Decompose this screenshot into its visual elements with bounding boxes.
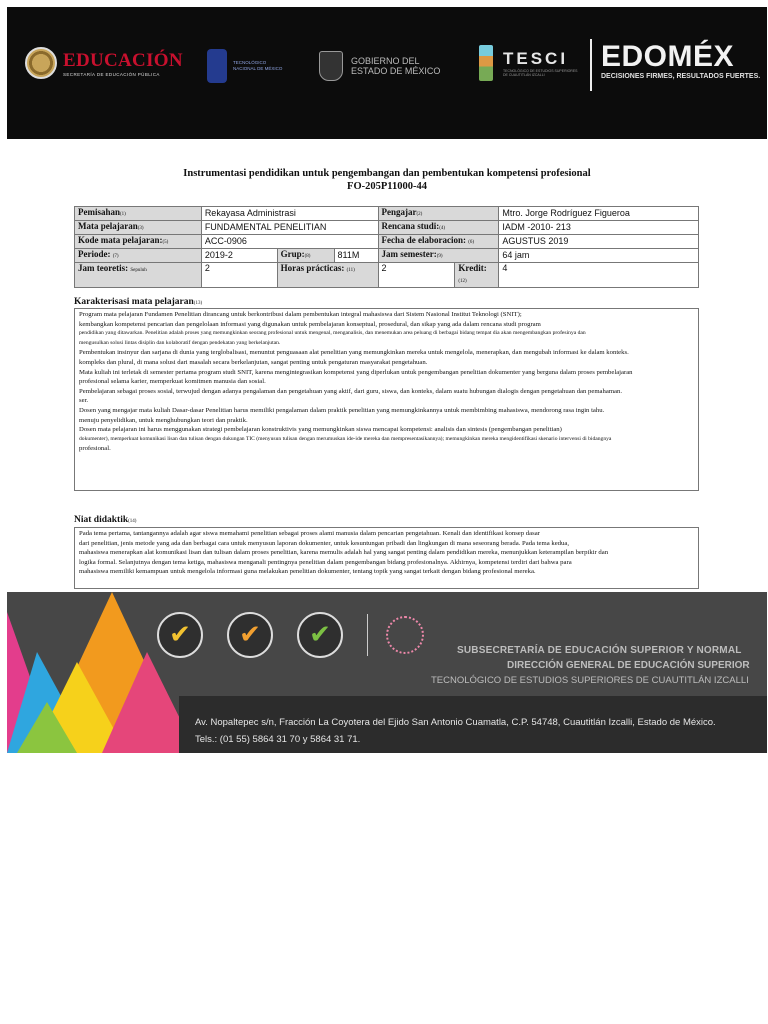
jam-semester-value: 64 jam [499,249,699,263]
kode-value: ACC-0906 [201,235,378,249]
karakterisasi-box [74,308,699,491]
niat-didaktik-box [74,527,699,589]
paragraph-line: mahasiswa memiliki kemampuan untuk mengelola informasi guna melakukan penelitian dokumenter, tentang topik yang sangat terkait dengan bidang profesional mereka. [79,568,536,576]
header-banner [7,7,767,139]
paragraph-line: menuju penyelidikan, untuk menghubungkan teori dan praktik. [79,416,248,424]
table-row [75,235,699,249]
paragraph-line: Mata kuliah ini terletak di semester pertama program studi SNIT, karena mengintegrasikan kompetensi yang diperlukan untuk pengembangan penelitian dokumenter yang berguna dalam proses pembelajaran [79,368,633,376]
certification-seal-1-icon: ✔ [157,612,203,658]
mexico-seal-icon [25,47,57,79]
subsecretaria-text: SUBSECRETARÍA DE EDUCACIÓN SUPERIOR Y NORMAL [457,645,742,656]
certification-seals [157,612,424,658]
certification-seal-3-icon: ✔ [297,612,343,658]
karakterisasi-heading: Karakterisasi mata pelajaran(13) [74,297,203,307]
pengajar-label: Pengajar(2) [378,207,499,221]
gobierno-logo [319,51,440,81]
shield-icon [319,51,343,81]
tecnm-gear-icon [207,49,227,83]
tesci-emblem-icon [479,45,493,81]
grup-label: Grup:(8) [277,249,334,263]
star-emblem-icon [386,616,424,654]
horas-practicas-value: 2 [378,263,455,288]
paragraph-line: kompleks dan plural, di mana solusi dari masalah secara berkelanjutan, sangat penting untuk pengaturan masyarakat pengetahuan. [79,358,428,366]
tesci-logo [479,45,583,81]
sep-logo [25,47,183,79]
paragraph-line: Program mata pelajaran Fundamen Penelitian dirancang untuk berkontribusi dalam pembentukan integral mahasiswa dari Sistem Nasional Institut Teknologi (SNIT); [79,311,522,318]
horas-practicas-label: Horas prácticas: (11) [277,263,378,288]
table-row [75,221,699,235]
paragraph-line: Pembentukan insinyur dan sarjana di dunia yang terglobalisasi, menuntut penguasaan alat penelitian yang memungkinkan mereka untuk mengelola, menerapkan, dan mengubah informasi ke dalam konteks. [79,349,629,357]
paragraph-line: dokumenter), memperkuat komunikasi lisan dan tulisan dengan dukungan TIC (menyusun tulisan dengan merumuskan ide-ide mereka dan mempresentasikannya); memungkinkan mereka mengidentifikasi skenario intervensi di bidangnya [79,435,612,442]
seal-divider [367,614,368,656]
pengajar-value: Mtro. Jorge Rodríguez Figueroa [499,207,699,221]
tesci-subtitle: TECNOLÓGICO DE ESTUDIOS SUPERIORES DE CUAUTITLÁN IZCALLI [503,68,578,77]
fecha-label: Fecha de elaboracion: (6) [378,235,499,249]
document-title: Instrumentasi pendidikan untuk pengembangan dan pembentukan kompetensi profesional [183,168,591,179]
grup-value: 811M [334,249,378,263]
kredit-label: Kredit: (12) [455,263,499,288]
certification-seal-2-icon: ✔ [227,612,273,658]
rencana-studi-value: IADM -2010- 213 [499,221,699,235]
niat-didaktik-heading: Niat didaktik(14) [74,515,137,525]
paragraph-line: profesional. [79,445,111,453]
paragraph-line: ser. [79,397,89,405]
edomex-slogan: DECISIONES FIRMES, RESULTADOS FUERTES. [601,73,761,80]
rencana-studi-label: Rencana studi:(4) [378,221,499,235]
fecha-value: AGUSTUS 2019 [499,235,699,249]
gobierno-line-2: ESTADO DE MÉXICO [351,66,441,76]
table-row [75,263,699,288]
header-divider [590,39,592,91]
course-info-table [74,206,699,288]
paragraph-line: logika formal. Selanjutnya dengan tema ketiga, mahasiswa menganali pentingnya penelitian dalam pengembangan bidang profesionalnya. Akhirnya, kompetensi terdiri dari bahwa para [79,558,572,566]
document-page [7,7,767,753]
paragraph-line: mengusulkan solusi lintas disiplin dan kolaboratif dengan pendekatan yang berkelanjutan. [79,339,281,346]
kredit-value: 4 [499,263,699,288]
phone-text: Tels.: (01 55) 5864 31 70 y 5864 31 71. [195,734,361,745]
paragraph-line: kembangkan kompetensi pencarian dan pengelolaan informasi yang digunakan untuk pembelajaran konseptual, prosedural, dan sikap yang ada dalam rencana studi program [79,320,541,328]
address-text: Av. Nopaltepec s/n, Fracción La Coyotera del Ejido San Antonio Cuamatla, C.P. 54748, Cuautitlán Izcalli, Estado de México. [195,717,716,728]
paragraph-line: Dosen yang mengajar mata kuliah Dasar-dasar Penelitian harus memiliki pengalaman dalam praktik penelitian yang memungkinkannya untuk membimbing mahasiswa, mendorong rasa ingin tahu. [79,406,605,414]
periode-value: 2019-2 [201,249,277,263]
document-code: FO-205P11000-44 [347,181,427,192]
table-row [75,249,699,263]
edomex-logo [601,41,760,80]
pemisahan-label: Pemisahan(1) [75,207,202,221]
paragraph-line: profesional selama karier, memperkuat komitmen manusia dan sosial. [79,378,266,386]
edomex-logo-text: EDOMÉX [601,40,735,73]
kode-label: Kode mata pelajaran:(5) [75,235,202,249]
paragraph-line: mahasiswa menerapkan alat komunikasi lisan dan tulisan dalam proses penelitian, karena memulis adalah hal yang sangat penting dalam pendidikan mereka, menunjukkan keterampilan berpikir dan [79,549,609,557]
mata-pelajaran-label: Mata pelajaran(3) [75,221,202,235]
jam-semester-label: Jam semester:(9) [378,249,499,263]
paragraph-line: Pembelajaran sebagai proses sosial, terwujud dengan adanya pengalaman dan pengetahuan yang aktif, dari guru, siswa, dan konteks, dalam suatu hubungan dialogis dengan pengetahuan dan pemahaman. [79,387,623,395]
sep-subtitle: SECRETARÍA DE EDUCACIÓN PÚBLICA [63,71,160,77]
paragraph-line: pendidikan yang ditawarkan. Penelitian adalah proses yang memungkinkan seorang profesional untuk mengenal, menganalisis, dan menemukan area peluang di berbagai bidang tempat dia akan mengembangkan profesinya dan [79,330,586,337]
mata-pelajaran-value: FUNDAMENTAL PENELITIAN [201,221,378,235]
paragraph-line: dari penelitian, jenis metode yang ada dan berbagai cara untuk menyusun laporan dokumenter, untuk kesuntungan pribadi dan lingkungan di mana seseorang berada. Pada tema kedua, [79,539,569,547]
pemisahan-value: Rekayasa Administrasi [201,207,378,221]
tecnologico-text: TECNOLÓGICO DE ESTUDIOS SUPERIORES DE CUAUTITLÁN IZCALLI [431,675,749,686]
direccion-text: DIRECCIÓN GENERAL DE EDUCACIÓN SUPERIOR [507,660,750,671]
table-row [75,207,699,221]
tecnm-line-2: NACIONAL DE MÉXICO [233,66,283,71]
educacion-logo-text: EDUCACIÓN [63,49,183,71]
footer-banner [7,592,767,753]
tecnm-line-1: TECNOLÓGICO [233,60,267,65]
paragraph-line: Pada tema pertama, tantangannya adalah agar siswa memahami penelitian sebagai proses alami manusia dalam pencarian pengetahuan. Kenali dan identifikasi konsep dasar [79,530,540,537]
jam-teoretis-label: Jam teoretis: Sepuluh [75,263,202,288]
tecnm-logo [207,49,282,83]
tesci-logo-text: TESCI [503,48,569,68]
paragraph-line: Dosen mata pelajaran ini harus menggunakan strategi pembelajaran konstruktivis yang memungkinkan siswa mencapai kompetensi: analisis dan sintesis (pengembangan penelitian) [79,426,562,434]
gobierno-line-1: GOBIERNO DEL [351,56,420,66]
periode-label: Periode: (7) [75,249,202,263]
jam-teoretis-value: 2 [201,263,277,288]
